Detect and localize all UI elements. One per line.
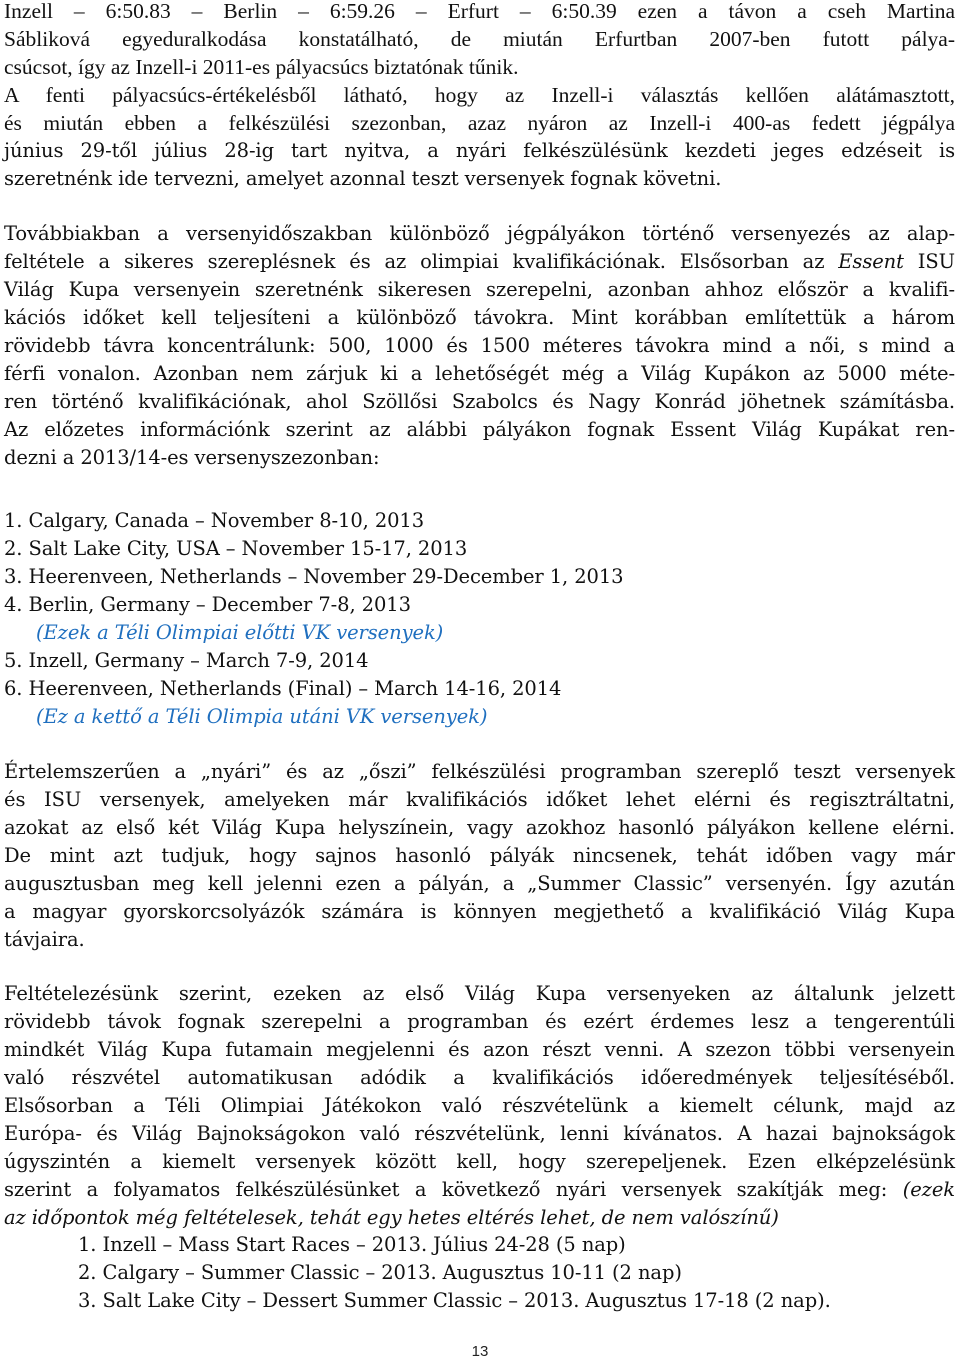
list-item: 2. Salt Lake City, USA – November 15-17, 2013	[4, 537, 468, 560]
para4-line-7: úgyszintén a kiemelt versenyek között kell, hogy szerepeljenek. Ezen elképzelésünk	[4, 1150, 955, 1173]
para2-line-2-end: ISU	[903, 250, 956, 273]
list-item: 1. Inzell – Mass Start Races – 2013. Július 24-28 (5 nap)	[78, 1233, 626, 1256]
para1-line-1: A fenti pályacsúcs-értékelésből látható, hogy az Inzell-i választás kellően alátámasztott,	[4, 83, 955, 107]
para2-line-8: Az előzetes információnk szerint az alábbi pályákon fognak Essent Világ Kupákat ren-	[4, 418, 955, 441]
para4-line-3: mindkét Világ Kupa futamain megjelenni és azon részt venni. A szezon többi versenyein	[4, 1038, 955, 1061]
intro-line-3: csúcsot, így az Inzell-i 2011-es pályacsúcs biztatónak tűnik.	[4, 55, 519, 79]
para3-line-6: a magyar gyorskorcsolyázók számára is könnyen megjethető a kvalifikáció Világ Kupa	[4, 900, 955, 923]
para4-line-8	[4, 1176, 955, 1204]
para2-line-7: ren történő kvalifikációnak, ahol Szöllősi Szabolcs és Nagy Konrád jöhetnek számításba.	[4, 390, 955, 413]
para4-line-8-text: szerint a folyamatos felkészülésünket a következő nyári versenyek szakítják meg:	[4, 1178, 903, 1201]
para2-line-9: dezni a 2013/14-es versenyszezonban:	[4, 446, 380, 469]
list-item: 2. Calgary – Summer Classic – 2013. Augusztus 10-11 (2 nap)	[78, 1261, 682, 1284]
list-item: 4. Berlin, Germany – December 7-8, 2013	[4, 593, 411, 616]
page-number: 13	[471, 1343, 489, 1360]
para3-line-5: augusztusban meg kell jelenni ezen a pályán, a „Summer Classic” versenyén. Így azután	[4, 872, 955, 895]
intro-line-1: Inzell – 6:50.83 – Berlin – 6:59.26 – Erfurt – 6:50.39 ezen a távon a cseh Martina	[4, 0, 955, 23]
post-olympic-note: (Ez a kettő a Téli Olimpia utáni VK versenyek)	[36, 705, 488, 728]
para1-line-4: szeretnénk ide tervezni, amelyet azonnal teszt versenyek fognak követni.	[4, 167, 722, 190]
para4-line-9: az időpontok még feltételesek, tehát egy hetes eltérés lehet, de nem valószínű)	[4, 1206, 779, 1229]
para3-line-4: De mint azt tudjuk, hogy sajnos hasonló pályák nincsenek, tehát időben vagy már	[4, 844, 955, 867]
para2-line-4: kációs időket kell teljesíteni a különböző távokra. Mint korábban említettük a három	[4, 306, 955, 329]
list-item: 6. Heerenveen, Netherlands (Final) – March 14-16, 2014	[4, 677, 562, 700]
para2-line-1: Továbbiakban a versenyidőszakban különböző jégpályákon történő versenyezés az alap-	[4, 222, 955, 245]
list-item: 5. Inzell, Germany – March 7-9, 2014	[4, 649, 369, 672]
para4-line-5: Elsősorban a Téli Olimpiai Játékokon való részvételünk a kiemelt célunk, majd az	[4, 1094, 955, 1117]
essent-italic: Essent	[838, 250, 904, 273]
para4-line-2: rövidebb távok fognak szerepelni a programban és ezért érdemes lesz a tengerentúli	[4, 1010, 955, 1033]
list-item: 1. Calgary, Canada – November 8-10, 2013	[4, 509, 425, 532]
para3-line-1: Értelemszerűen a „nyári” és az „őszi” felkészülési programban szereplő teszt versenyek	[4, 760, 955, 783]
para2-line-5: rövidebb távra koncentrálunk: 500, 1000 és 1500 méteres távokra mind a női, s mind a	[4, 334, 955, 357]
list-item: 3. Heerenveen, Netherlands – November 29-December 1, 2013	[4, 565, 624, 588]
para3-line-7: távjaira.	[4, 928, 85, 951]
para3-line-3: azokat az első két Világ Kupa helyszínein, vagy azokhoz hasonló pályákon kellene elérni.	[4, 816, 955, 839]
para2-line-3: Világ Kupa versenyein szeretnénk sikeresen szerepelni, azonban ahhoz először a kvalifi-	[4, 278, 955, 301]
para1-line-2: és miután ebben a felkészülési szezonban, azaz nyáron az Inzell-i 400-as fedett jégpálya	[4, 111, 955, 135]
para4-line-6: Európa- és Világ Bajnokságokon való részvételünk, lenni kívánatos. A hazai bajnokságok	[4, 1122, 955, 1145]
pre-olympic-note: (Ezek a Téli Olimpiai előtti VK versenyek)	[36, 621, 444, 644]
para2-line-6: férfi vonalon. Azonban nem zárjuk ki a lehetőségét még a Világ Kupákon az 5000 méte-	[4, 362, 955, 385]
para4-line-1: Feltételezésünk szerint, ezeken az első Világ Kupa versenyeken az általunk jelzett	[4, 982, 955, 1005]
para2-line-2-text: feltétele a sikeres szereplésnek és az olimpiai kvalifikációnak. Elsősorban az	[4, 250, 839, 273]
para4-line-8-italic: (ezek	[902, 1178, 955, 1201]
para2-line-2	[4, 248, 955, 276]
para3-line-2: és ISU versenyek, amelyeken már kvalifikációs időket lehet elérni és regisztráltatni,	[4, 788, 955, 811]
list-item: 3. Salt Lake City – Dessert Summer Classic – 2013. Augusztus 17-18 (2 nap).	[78, 1289, 831, 1312]
para1-line-3: június 29-től július 28-ig tart nyitva, a nyári felkészülésünk kezdeti jeges edzéseit is	[4, 139, 955, 162]
intro-line-2: Sábliková egyeduralkodása konstatálható, de miután Erfurtban 2007-ben futott pálya-	[4, 27, 955, 51]
para4-line-4: való részvétel automatikusan adódik a kvalifikációs időeredmények teljesítéséből.	[4, 1066, 955, 1089]
